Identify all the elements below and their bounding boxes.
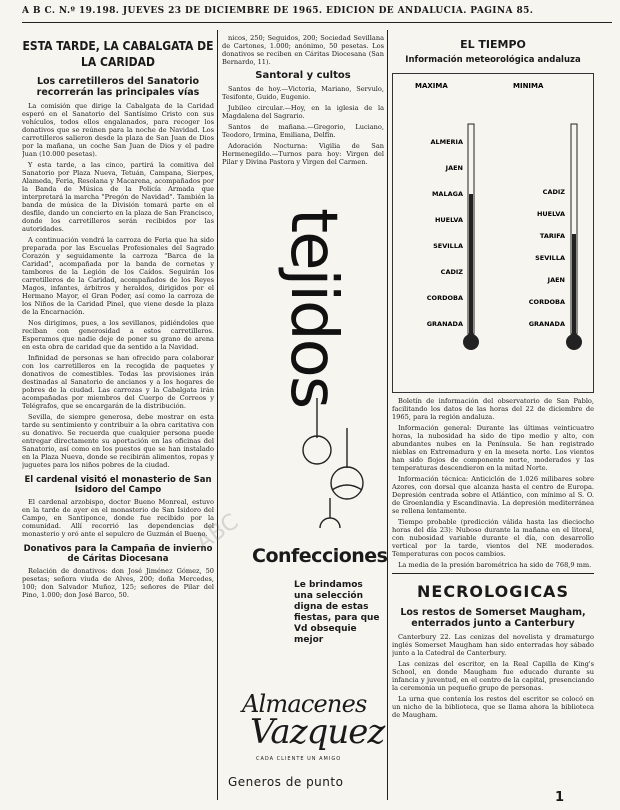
santoral-title: Santoral y cultos bbox=[255, 70, 351, 81]
weather-city-label: CADIZ bbox=[440, 268, 463, 276]
thermometer-max-icon bbox=[463, 124, 479, 350]
cabalgata-subhead: Los carretilleros del Sanatorio recorrerán las principales vías bbox=[36, 76, 200, 98]
necro-para: Canterbury 22. Las cenizas del novelista y dramaturgo inglés Somerset Maugham han sido enterradas hoy sábado junto a la Catedral de Canterbury. bbox=[392, 633, 594, 657]
weather-city-label: GRANADA bbox=[426, 320, 463, 328]
santoral-para: Santos de mañana.—Gregorio, Luciano, Teodoro, Irmina, Emiliana, Delfín. bbox=[222, 123, 384, 139]
tejidos-word: tejidos bbox=[276, 208, 350, 408]
weather-city-label: MALAGA bbox=[431, 190, 463, 198]
necrologicas-title: NECROLOGICAS bbox=[417, 582, 569, 601]
weather-city-label: TARIFA bbox=[539, 232, 565, 240]
confecciones-label: Confecciones bbox=[252, 545, 388, 567]
weather-city-label: JAEN bbox=[547, 276, 565, 284]
column-rule-1 bbox=[217, 30, 218, 800]
necro-para: Las cenizas del escritor, en la Real Capilla de King's School, en donde Maugham fue educado durante su infancia y juventud, en el centro de la capital, presenciando la ceremonia un pequeño grupo de personas. bbox=[392, 660, 594, 692]
max-label: MAXIMA bbox=[415, 82, 448, 90]
cabalgata-para: Nos dirigimos, pues, a los sevillanos, pidiéndoles que reciban con generosidad a estos carretilleros. Esperamos que nadie deje de poner su grano de arena en esta obra de caridad que da sentido a la Navidad. bbox=[22, 319, 214, 351]
santoral-para: Adoración Nocturna: Vigilia de San Hermenegildo.—Turnos para hoy: Virgen del Pilar y Divina Pastora y Virgen del Carmen. bbox=[222, 142, 384, 166]
weather-city-label: HUELVA bbox=[434, 216, 463, 224]
cabalgata-para: A continuación vendrá la carroza de Feria que ha sido preparada por las Escuelas Profesionales del Sagrado Corazón y seguidamente la carroza "Barca de la Caridad", acompañada por la banda de cornetas y tambores de la Legión de los Caídos. Seguirán los carretilleros de la Caridad, acompañados de los Reyes Magos, infantes, árbitros y heraldos, dirigidos por el Hermano Mayor, el Gran Poder, así como la carroza de los Niños de la Caridad Pinel, que viene desde la plaza de la Encarnación. bbox=[22, 236, 214, 316]
masthead-rule bbox=[22, 22, 612, 23]
maugham-headline: Los restos de Somerset Maugham, enterrados junto a Canterbury bbox=[400, 607, 586, 629]
donativos-continued: nicos, 250; Seguidos, 200; Sociedad Sevillana de Cartones, 1.000; anónimo, 50 pesetas. Los donativos se reciben en Cáritas Diocesana (San Bernardo, 11). bbox=[222, 34, 384, 66]
min-label: MINIMA bbox=[513, 82, 544, 90]
weather-city-label: SEVILLA bbox=[433, 242, 463, 250]
thermometer-min-icon bbox=[566, 124, 582, 350]
ad-brand-vazquez: Vazquez bbox=[250, 712, 385, 752]
middle-column bbox=[222, 34, 384, 190]
weather-city-label: SEVILLA bbox=[535, 254, 565, 262]
weather-city-label: ALMERIA bbox=[430, 138, 463, 146]
weather-para: Boletín de información del observatorio de San Pablo, facilitando los datos de las horas del 22 de diciembre de 1965, para la región andaluza. bbox=[392, 397, 594, 421]
thermometer-graphic bbox=[393, 74, 593, 392]
ad-brand-almacenes: Almacenes bbox=[242, 690, 367, 718]
donativos-para: Relación de donativos: don José Jiménez Gómez, 50 pesetas; señora viuda de Alves, 200; doña Mercedes, 100; don Salvador Muñoz, 125; señores de Pilar del Pino, 1.000; don José Barco, 50. bbox=[22, 567, 214, 599]
right-column bbox=[392, 34, 594, 804]
weather-city-label: CORDOBA bbox=[528, 298, 565, 306]
left-column bbox=[22, 34, 214, 804]
santoral-para: Santos de hoy.—Victoria, Mariano, Servulo, Tesifonte, Guido, Eugenio. bbox=[222, 85, 384, 101]
cabalgata-para: Y esta tarde, a las cinco, partirá la comitiva del Sanatorio por Plaza Nueva, Tetuán, Campana, Sierpes, Alameda, Feria, Resolana y Macarena, acompañados por la Banda de Música de la Policía Armada que interpretará la marcha "Pregón de Navidad". También la banda de música de la División tomará parte en el desfile, dando un concierto en la plaza de San Francisco, donde los carretilleros serán recibidos por las autoridades. bbox=[22, 161, 214, 233]
weather-para: Información general: Durante las últimas veinticuatro horas, la nubosidad ha sido de tipo medio y alto, con abundantes nubes en la Península. Se han registrado nieblas en Extremadura y en la meseta norte. Los vientos han sido flojos de componente norte, moderados y las temperaturas descendieron en la mitad Norte. bbox=[392, 424, 594, 472]
ad-footer: Generos de punto bbox=[228, 775, 344, 789]
cardenal-headline: El cardenal visitó el monasterio de San Isidoro del Campo bbox=[24, 475, 212, 495]
weather-city-label: CADIZ bbox=[542, 188, 565, 196]
weather-chart bbox=[392, 73, 594, 393]
santoral-para: Jubileo circular.—Hoy, en la iglesia de la Magdalena del Sagrario. bbox=[222, 104, 384, 120]
abc-watermark: ABC bbox=[191, 509, 244, 556]
necro-para: La urna que contenía los restos del escritor se colocó en un nicho de la biblioteca, que se llama ahora la biblioteca de Maugham. bbox=[392, 695, 594, 719]
ad-tagline: CADA CLIENTE UN AMIGO bbox=[256, 756, 342, 762]
cabalgata-para: La comisión que dirige la Cabalgata de la Caridad esperó en el Sanatorio del Santísimo Cristo con sus vehículos, todos ellos engalanados, para recoger los donativos que se reúnen para la noche de Navidad. Los carretilleros salieron desde la plaza de San Juan de Dios por la mañana, un coche San Juan de Dios y el padre Juan (10.000 pesetas). bbox=[22, 102, 214, 158]
weather-para: La media de la presión barométrica ha sido de 768,9 mm. bbox=[398, 561, 592, 569]
cardenal-para: El cardenal arzobispo, doctor Bueno Monreal, estuvo en la tarde de ayer en el monasterio de San Isidoro del Campo, en Santiponce, donde fue recibido por la comunidad. Allí recorrió las dependencias del monasterio y oró ante el sepulcro de Guzmán el Bueno. bbox=[22, 498, 214, 538]
ad-offer-text: Le brindamos una selección digna de estas fiestas, para que Vd obsequie mejor bbox=[294, 580, 380, 645]
column-rule-2 bbox=[387, 30, 388, 800]
donativos-headline: Donativos para la Campaña de invierno de Cáritas Diocesana bbox=[23, 544, 213, 564]
weather-para: Información técnica: Anticiclón de 1.026 milibares sobre Azores, con dorsal que alcanza hasta el centro de Europa. Depresión centrada sobre el Atlántico, con mínimo al S. O. de Groenlandia y Escandinavia. La depresión mediterránea se rellena lentamente. bbox=[392, 475, 594, 515]
cabalgata-para: Sevilla, de siempre generosa, debe mostrar en esta tarde su sentimiento y contribuir a la obra caritativa con su donativo. Se recuerda que cualquier persona puede entregar directamente su aportación en las oficinas del Sanatorio, así como en los puestos que se han instalado en la Plaza Nueva, donde se recibirán alimentos, ropas y juguetes para los niños pobres de la ciudad. bbox=[22, 413, 214, 469]
cabalgata-headline: ESTA TARDE, LA CABALGATA DE LA CARIDAD bbox=[22, 39, 214, 69]
weather-title: EL TIEMPO bbox=[460, 38, 526, 51]
tejidos-art bbox=[222, 198, 384, 528]
necro-rule bbox=[392, 573, 594, 574]
weather-city-label: HUELVA bbox=[536, 210, 565, 218]
weather-city-label: CORDOBA bbox=[426, 294, 463, 302]
weather-subtitle: Información meteorológica andaluza bbox=[405, 55, 581, 65]
page-number: 1 bbox=[555, 790, 565, 805]
weather-city-label: GRANADA bbox=[528, 320, 565, 328]
ornament-icon bbox=[303, 398, 363, 528]
masthead: A B C. N.º 19.198. JUEVES 23 DE DICIEMBRE DE 1965. EDICION DE ANDALUCIA. PAGINA 85. bbox=[22, 6, 534, 16]
weather-city-label: JAEN bbox=[445, 164, 463, 172]
almacenes-vazquez-ad bbox=[222, 190, 388, 800]
weather-para: Tiempo probable (predicción válida hasta las dieciocho horas del día 23): Nuboso durante la mañana en el litoral, con nubosidad variable durante el día, con desarrollo vertical por la tarde, vientos del NE moderados. Temperaturas con pocos cambios. bbox=[392, 518, 594, 558]
cabalgata-para: Infinidad de personas se han ofrecido para colaborar con los carretilleros en la recogida de paquetes y donativos de comestibles. Todas las provisiones irán destinadas al Sanatorio de ancianos y a los hogares de pobres de la ciudad. Las carrozas y la Cabalgata irán acompañadas por miembros del Cuerpo de Correos y Telégrafos, que se encargarán de la distribución. bbox=[22, 354, 214, 410]
